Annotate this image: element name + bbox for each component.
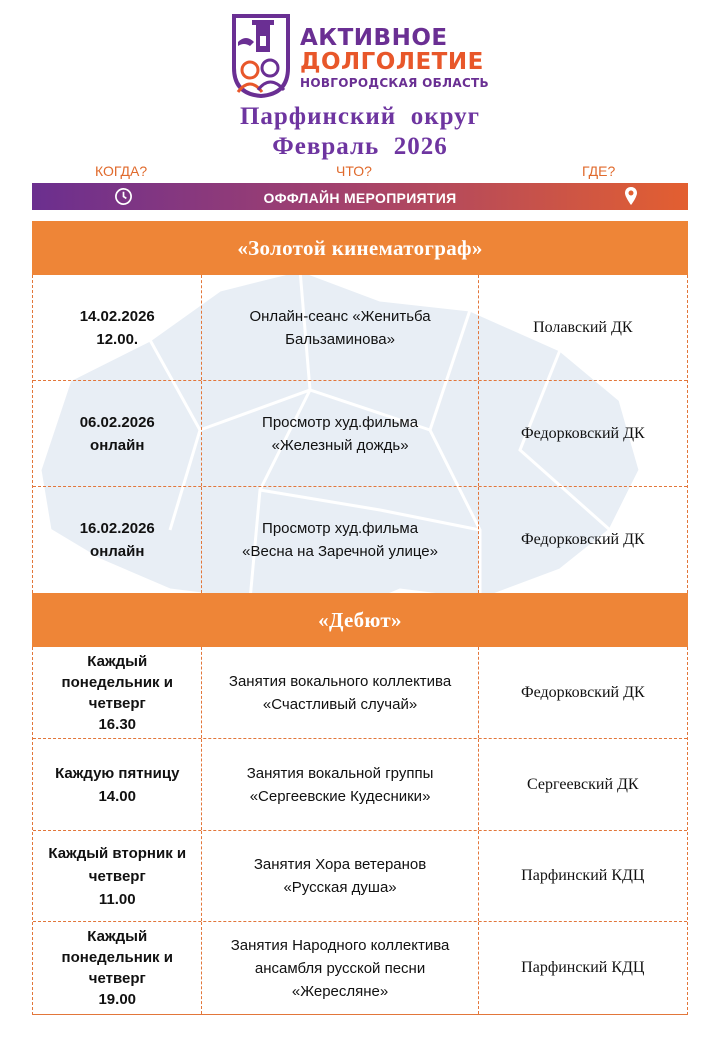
what-cell <box>202 739 478 830</box>
where-cell: Федорковский ДК <box>520 531 645 548</box>
table-row <box>33 831 687 922</box>
where-cell: Федорковский ДК <box>520 683 645 701</box>
when-cell <box>33 275 202 380</box>
what-cell <box>202 487 478 593</box>
what-cell <box>202 831 478 921</box>
what-line: «Весна на Заречной улице» <box>242 543 438 560</box>
table-row <box>33 922 687 1015</box>
table-row <box>33 487 687 593</box>
what-line: Занятия Народного коллектива <box>230 936 450 954</box>
page-title-month: Февраль 2026 <box>272 133 448 160</box>
when-line: онлайн <box>90 436 145 454</box>
when-cell <box>33 647 202 738</box>
where-cell: Парфинский КДЦ <box>521 867 645 884</box>
what-line: Бальзаминова» <box>285 330 395 348</box>
what-line: ансамбля русской песни <box>254 959 426 977</box>
what-line: Просмотр худ.фильма <box>262 413 419 431</box>
table-row <box>33 275 687 381</box>
when-cell <box>33 922 202 1014</box>
when-line: 14.02.2026 <box>79 307 155 325</box>
active-longevity-emblem-icon <box>230 12 292 98</box>
what-line: «Жересляне» <box>291 982 389 1000</box>
what-line: Занятия вокальной группы <box>246 764 434 782</box>
location-pin-icon <box>624 186 638 206</box>
logo-line-1: АКТИВНОЕ <box>300 25 448 51</box>
offline-events-band <box>32 183 688 210</box>
what-line: Занятия Хора ветеранов <box>253 856 427 873</box>
table-row <box>33 647 687 739</box>
when-line: онлайн <box>90 543 145 560</box>
what-cell <box>202 381 478 486</box>
when-cell <box>33 739 202 830</box>
when-line: 11.00 <box>98 890 136 908</box>
what-cell <box>202 275 478 380</box>
logo <box>230 12 500 100</box>
band-label: ОФФЛАЙН МЕРОПРИЯТИЯ <box>263 190 457 206</box>
when-line: 16.30 <box>98 715 137 733</box>
when-cell <box>33 831 202 921</box>
when-line: 06.02.2026 <box>79 413 155 431</box>
when-line: понедельник и <box>61 673 173 691</box>
when-line: 14.00 <box>98 787 136 805</box>
question-what: ЧТО? <box>336 163 372 179</box>
when-line: Каждую пятницу <box>55 764 180 782</box>
table-row <box>33 739 687 831</box>
when-line: 19.00 <box>98 991 137 1008</box>
when-line: Каждый <box>87 652 148 670</box>
events-table <box>32 221 688 1015</box>
what-line: Занятия вокального коллектива <box>228 672 452 690</box>
section-title-golden-cinema: «Золотой кинематограф» <box>32 221 688 275</box>
what-line: «Счастливый случай» <box>262 695 418 713</box>
what-line: «Русская душа» <box>283 879 397 896</box>
where-cell: Парфинский КДЦ <box>521 959 645 976</box>
clock-icon <box>114 187 133 206</box>
page-title-district: Парфинский округ <box>239 103 481 130</box>
when-line: четверг <box>88 970 146 987</box>
where-cell: Федорковский ДК <box>520 424 645 442</box>
when-cell <box>33 487 202 593</box>
when-line: Каждый <box>87 928 148 945</box>
what-cell <box>202 922 478 1014</box>
where-cell: Сергеевский ДК <box>527 775 639 793</box>
logo-line-3: НОВГОРОДСКАЯ ОБЛАСТЬ <box>300 76 489 90</box>
what-line: Просмотр худ.фильма <box>262 520 419 537</box>
what-line: «Сергеевские Кудесники» <box>249 787 431 805</box>
when-line: четверг <box>88 867 146 885</box>
what-line: «Железный дождь» <box>271 436 409 454</box>
section-title-debut: «Дебют» <box>32 593 688 647</box>
what-line: Онлайн-сеанс «Женитьба <box>249 307 431 325</box>
question-where: ГДЕ? <box>582 163 616 179</box>
when-line: 16.02.2026 <box>79 520 155 537</box>
when-line: понедельник и <box>61 949 173 966</box>
table-row <box>33 381 687 487</box>
when-line: четверг <box>88 694 146 712</box>
when-cell <box>33 381 202 486</box>
where-cell: Полавский ДК <box>533 318 633 336</box>
logo-line-2: ДОЛГОЛЕТИЕ <box>300 49 484 75</box>
question-when: КОГДА? <box>95 163 148 179</box>
when-line: 12.00. <box>96 330 139 348</box>
when-line: Каждый вторник и <box>48 844 187 862</box>
what-cell <box>202 647 478 738</box>
